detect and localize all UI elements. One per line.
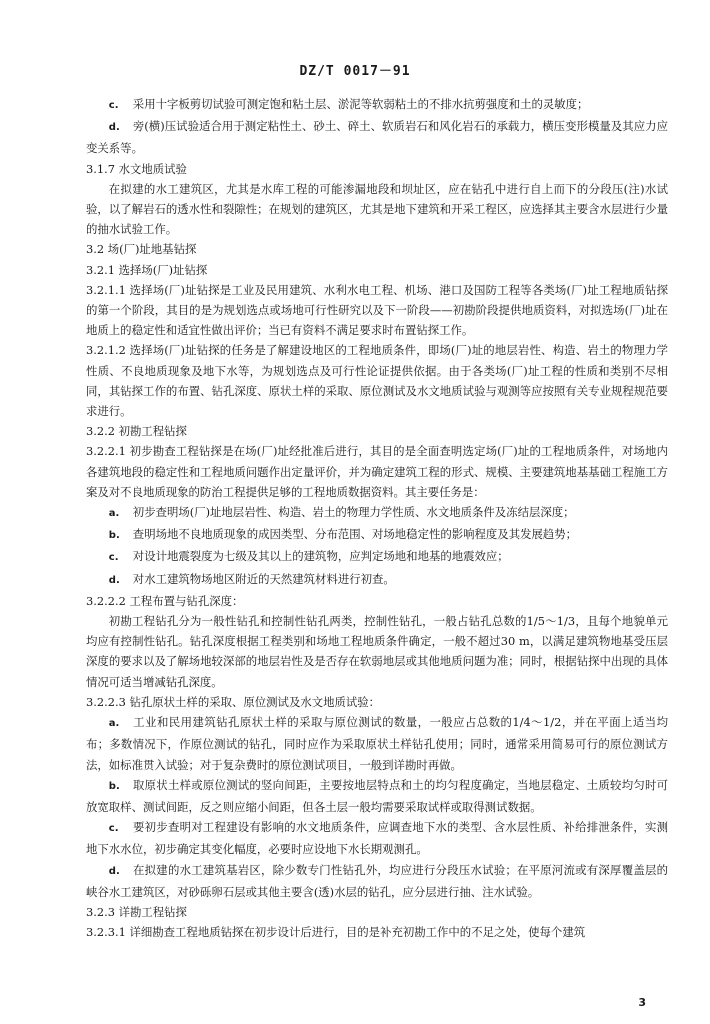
list-marker: a. <box>108 508 120 520</box>
list-item <box>86 94 668 116</box>
list-marker: d. <box>108 122 120 134</box>
list-item <box>86 775 668 817</box>
list-marker: a. <box>108 718 120 730</box>
body-paragraph: 在拟建的水工建筑区，尤其是水库工程的可能渗漏地段和坝址区，应在钻孔中进行自上而下的分段压(注)水试验，以了解岩石的透水性和裂隙性；在规划的建筑区，尤其是地下建筑和开采工程区，应选择其主要含水层进行少量的抽水试验工作。 <box>86 181 668 237</box>
list-item-text: 对设计地震裂度为七级及其以上的建筑物，应判定场地和地基的地震效应； <box>132 549 509 564</box>
list-marker: b. <box>108 530 120 542</box>
list-item <box>86 502 668 524</box>
list-marker: c. <box>108 823 119 835</box>
list-marker: d. <box>108 574 120 586</box>
list-item <box>86 712 668 775</box>
body-paragraph: 初勘工程钻孔分为一般性钻孔和控制性钻孔两类，控制性钻孔，一般占钻孔总数的1/5～1/3，且每个地貌单元均应有控制性钻孔。钻孔深度根据工程类别和场地工程地质条件确定，一般不超过30 m，以满足建筑物地基受压层深度的要求以及了解场地较深部的地层岩性及是否存在软弱地层或其他地质问题为准；同时，根据钻探中出现的具体情况可适当增减钻孔深度。 <box>86 614 668 689</box>
list-item-text: 工业和民用建筑钻孔原状土样的采取与原位测试的数量，一般应占总数的1/4～1/2，并在平面上适当均布；多数情况下，作原位测试的钻孔，同时应作为采取原状土样钻孔使用；同时，通常采用简易可行的原位测试方法，如标准贯入试验；对于复杂费时的原位测试项目，一般到详勘时再做。 <box>86 715 668 772</box>
clause-paragraph: 3.2.1.1 选择场(厂)址钻探是工业及民用建筑、水利水电工程、机场、港口及国防工程等各类场(厂)址工程地质钻探的第一个阶段，其目的是为规划选点或场地可行性研究以及下一阶段——初勘阶段提供地质资料，对拟选场(厂)址在地质上的稳定性和适宜性做出评价；当已有资料不满足要求时布置钻探工作。 <box>86 282 668 338</box>
section-heading: 3.2.2.3 钻孔原状土样的采取、原位测试及水文地质试验： <box>86 694 381 709</box>
list-item-text: 查明场地不良地质现象的成因类型、分布范围、对场地稳定性的影响程度及其发展趋势； <box>132 527 578 542</box>
section-heading: 3.2.2.2 工程布置与钻孔深度： <box>86 593 244 608</box>
list-item-text: 取原状土样或原位测试的竖向间距，主要按地层特点和土的均匀程度确定，当地层稳定、土质较均匀时可放宽取样、测试间距，反之则应缩小间距，但各土层一般均需要采取试样或取得测试数据。 <box>86 777 668 814</box>
list-item <box>86 524 668 546</box>
standard-number: DZ/T 0017－91 <box>299 64 411 79</box>
list-marker: c. <box>108 552 119 564</box>
section-heading: 3.1.7 水文地质试验 <box>86 161 187 176</box>
list-item <box>86 116 668 158</box>
section-heading: 3.2.3 详勘工程钻探 <box>86 904 187 919</box>
list-item <box>86 817 668 859</box>
section-heading: 3.2.1 选择场(厂)址钻探 <box>86 262 208 277</box>
list-marker: d. <box>108 865 120 877</box>
list-marker: c. <box>108 100 119 111</box>
clause-paragraph: 3.2.1.2 选择场(厂)址钻探的任务是了解建设地区的工程地质条件，即场(厂)址的地层岩性、构造、岩土的物理力学性质、不良地质现象及地下水等，为规划选点及可行性论证提供依据。由于各类场(厂)址工程的性质和类别不尽相同，其钻探工作的布置、钻孔深度、原状土样的采取、原位测试及水文地质试验与观测等应按照有关专业规程规范要求进行。 <box>86 343 668 419</box>
list-marker: b. <box>108 780 120 792</box>
page-number: 3 <box>638 996 646 1009</box>
section-heading: 3.2.2 初勘工程钻探 <box>86 424 187 439</box>
list-item-text: 在拟建的水工建筑基岩区，除少数专门性钻孔外，均应进行分段压水试验；在平原河流或有深厚覆盖层的峡谷水工建筑区，对砂砾卵石层或其他主要含(透)水层的钻孔，应分层进行抽、注水试验。 <box>86 862 668 899</box>
clause-paragraph: 3.2.2.1 初步勘查工程钻探是在场(厂)址经批准后进行，其目的是全面查明选定场(厂)址的工程地质条件，对场地内各建筑地段的稳定性和工程地质问题作出定量评价，并为确定建筑工程的形式、规模、主要建筑地基基础工程施工方案及对不良地质现象的防治工程提供足够的工程地质数据资料。其主要任务是： <box>86 444 668 499</box>
list-item-text: 初步查明场(厂)址地层岩性、构造、岩土的物理力学性质、水文地质条件及冻结层深度； <box>132 505 575 520</box>
list-item-text: 对水工建筑物场地区附近的天然建筑材料进行初查。 <box>132 571 395 586</box>
list-item <box>86 860 668 902</box>
section-heading: 3.2 场(厂)址地基钻探 <box>86 242 197 257</box>
document-body <box>86 94 668 942</box>
clause-paragraph: 3.2.3.1 详细勘查工程地质钻探在初步设计后进行，目的是补充初勘工作中的不足之处，使每个建筑 <box>86 925 586 940</box>
list-item-text: 要初步查明对工程建设有影响的水文地质条件，应调查地下水的类型、含水层性质、补给排泄条件，实测地下水水位，初步确定其变化幅度，必要时应设地下水长期观测孔。 <box>86 820 668 857</box>
list-item-text: 采用十字板剪切试验可测定饱和粘土层、淤泥等软弱粘土的不排水抗剪强度和土的灵敏度； <box>132 97 589 111</box>
list-item-text: 旁(横)压试验适合用于测定粘性土、砂土、碎土、软质岩石和风化岩石的承载力，横压变形模量及其应力应变关系等。 <box>86 119 668 156</box>
list-item <box>86 569 668 591</box>
list-item <box>86 546 668 568</box>
